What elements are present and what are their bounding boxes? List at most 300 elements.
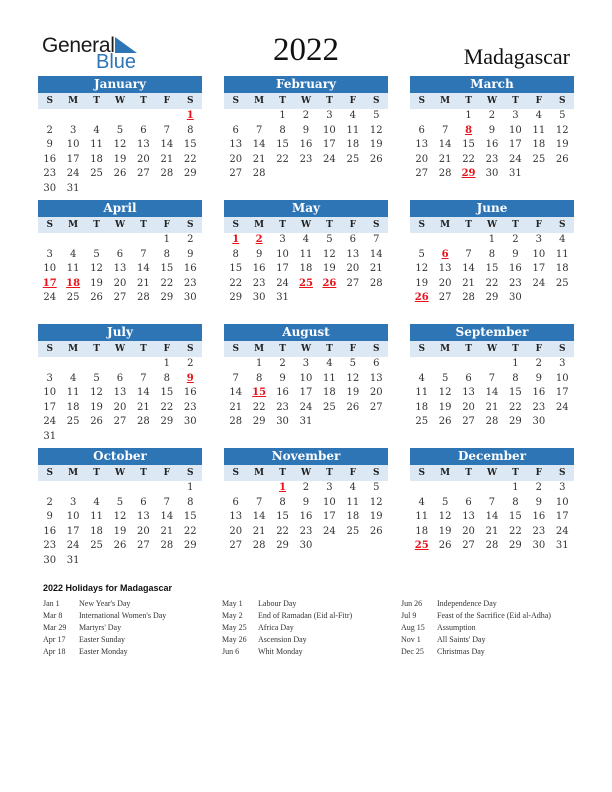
day-cell: 20 [229, 153, 243, 165]
day-cell: 16 [485, 139, 499, 150]
day-cell: 30 [183, 292, 197, 303]
day-cell: 8 [187, 124, 194, 136]
day-cell: 16 [276, 387, 289, 398]
day-cell: 6 [465, 496, 472, 508]
day-cell: 5 [373, 482, 380, 493]
day-cell: 19 [113, 525, 127, 537]
day-cell: 7 [465, 248, 472, 260]
day-cell: 27 [113, 292, 127, 303]
day-cell: 14 [229, 387, 243, 398]
holiday-name: International Women's Day [79, 611, 167, 620]
holiday-item [401, 610, 575, 622]
day-cell: 21 [160, 525, 174, 537]
day-cell: 11 [532, 124, 546, 136]
holiday-item [43, 610, 217, 622]
holiday-item [222, 634, 396, 646]
day-cell: 31 [555, 540, 569, 551]
day-cell: 27 [462, 416, 475, 427]
holiday-name: End of Ramadan (Eid al-Fitr) [258, 611, 353, 620]
day-cell: 14 [160, 511, 174, 522]
weekday-label: F [349, 468, 357, 478]
day-cell: 11 [323, 372, 336, 384]
holiday-date: May 26 [222, 635, 247, 644]
holidays-title: 2022 Holidays for Madagascar [43, 583, 173, 593]
empty-cell [247, 109, 270, 124]
day-cell: 23 [485, 153, 499, 165]
day-cell: 8 [187, 496, 194, 508]
weekday-label: T [140, 96, 147, 106]
day-cell: 24 [66, 168, 80, 179]
day-cell: 17 [276, 263, 289, 274]
holiday-day-cell: 26 [322, 277, 337, 289]
day-cell: 13 [346, 248, 360, 260]
day-cell: 1 [163, 234, 171, 245]
day-cell: 11 [90, 139, 103, 150]
day-cell: 27 [229, 168, 243, 179]
month-title: November [224, 448, 388, 465]
month-title: May [224, 200, 388, 217]
month-january [38, 76, 202, 196]
day-cell: 27 [462, 540, 475, 551]
weekday-label: T [512, 220, 519, 230]
day-cell: 14 [462, 263, 475, 274]
day-cell: 29 [509, 416, 522, 427]
day-cell: 7 [163, 124, 171, 136]
day-cell: 27 [229, 540, 243, 551]
day-cell: 6 [232, 124, 239, 136]
weekday-label: M [68, 468, 79, 478]
day-cell: 3 [512, 110, 519, 121]
day-cell: 19 [555, 139, 569, 150]
day-cell: 26 [346, 401, 360, 413]
day-cell: 16 [43, 153, 57, 165]
day-cell: 1 [187, 482, 194, 493]
day-cell: 11 [346, 124, 360, 136]
day-cell: 27 [438, 292, 452, 303]
day-cell: 10 [43, 387, 57, 398]
day-cell: 10 [323, 124, 336, 136]
holiday-date: Apr 17 [43, 635, 66, 644]
month-title: October [38, 448, 202, 465]
holiday-day-cell: 17 [42, 277, 57, 289]
holiday-item [43, 598, 217, 610]
day-cell: 22 [462, 153, 475, 165]
weekday-label: W [486, 468, 498, 478]
day-cell: 4 [69, 248, 77, 260]
weekday-label: M [440, 96, 451, 106]
day-cell: 12 [346, 372, 360, 384]
day-cell: 7 [255, 124, 263, 136]
weekday-label: S [232, 220, 239, 230]
empty-cell [247, 481, 270, 496]
weekday-label: T [326, 96, 333, 106]
day-cell: 25 [90, 540, 103, 551]
day-cell: 16 [532, 387, 546, 398]
weekday-header [410, 217, 574, 233]
day-cell: 4 [326, 358, 333, 369]
day-cell: 12 [113, 139, 127, 150]
day-cell: 26 [90, 416, 103, 427]
month-december [410, 448, 574, 554]
day-cell: 6 [116, 248, 124, 260]
holiday-name: Ascension Day [258, 635, 307, 644]
day-cell: 30 [183, 416, 197, 427]
day-cell: 12 [90, 387, 103, 398]
weekday-label: S [187, 96, 194, 106]
month-september [410, 324, 574, 430]
day-cell: 7 [140, 372, 147, 384]
empty-cell [132, 233, 155, 248]
day-cell: 12 [438, 387, 452, 398]
weekday-label: S [232, 344, 239, 354]
weekday-label: S [46, 468, 53, 478]
holiday-item [401, 622, 575, 634]
day-cell: 28 [485, 416, 499, 427]
day-cell: 28 [438, 168, 452, 179]
day-cell: 15 [462, 139, 475, 150]
weekday-label: T [279, 220, 286, 230]
day-cell: 27 [113, 416, 127, 427]
day-cell: 5 [349, 358, 357, 369]
day-cell: 30 [485, 168, 499, 179]
day-cell: 24 [323, 525, 336, 537]
weekday-label: W [486, 220, 498, 230]
day-cell: 6 [116, 372, 124, 384]
day-cell: 28 [369, 277, 383, 289]
weekday-label: F [163, 468, 171, 478]
day-cell: 29 [160, 292, 174, 303]
day-cell: 23 [43, 168, 57, 179]
day-cell: 11 [415, 387, 429, 398]
weekday-label: F [349, 220, 357, 230]
weekday-label: S [373, 468, 380, 478]
day-cell: 30 [43, 182, 57, 194]
day-grid [410, 357, 574, 430]
weekday-header [224, 217, 388, 233]
month-title: June [410, 200, 574, 217]
day-cell: 12 [113, 511, 127, 522]
day-cell: 24 [66, 540, 80, 551]
holiday-day-cell: 2 [255, 234, 263, 245]
empty-cell [433, 357, 456, 372]
holiday-day-cell: 25 [299, 277, 313, 289]
day-cell: 9 [535, 372, 543, 384]
weekday-label: F [163, 96, 171, 106]
day-cell: 26 [438, 540, 452, 551]
day-cell: 18 [346, 511, 360, 522]
day-cell: 19 [438, 401, 452, 413]
empty-cell [38, 481, 61, 496]
day-cell: 14 [252, 511, 266, 522]
weekday-label: T [465, 96, 472, 106]
empty-cell [38, 109, 61, 124]
weekday-label: S [187, 344, 194, 354]
day-cell: 5 [326, 234, 333, 245]
day-cell: 20 [462, 525, 475, 537]
day-grid [38, 481, 202, 568]
day-cell: 11 [66, 387, 80, 398]
holiday-date: Aug 15 [401, 623, 425, 632]
empty-cell [38, 357, 61, 372]
day-cell: 15 [160, 387, 174, 398]
day-cell: 14 [160, 139, 174, 150]
day-cell: 2 [302, 110, 310, 121]
day-cell: 12 [369, 496, 383, 508]
weekday-label: F [163, 344, 171, 354]
day-cell: 27 [346, 277, 360, 289]
day-cell: 15 [229, 263, 243, 274]
day-cell: 3 [46, 248, 53, 260]
day-cell: 29 [252, 416, 266, 427]
day-cell: 29 [183, 168, 197, 179]
holiday-item [401, 598, 575, 610]
day-cell: 2 [46, 496, 53, 508]
weekday-header [38, 341, 202, 357]
weekday-label: W [114, 468, 126, 478]
month-february [224, 76, 388, 182]
day-cell: 29 [229, 292, 243, 303]
weekday-label: T [93, 220, 100, 230]
day-cell: 24 [43, 292, 57, 303]
day-cell: 18 [90, 525, 103, 537]
holiday-name: Easter Sunday [79, 635, 125, 644]
day-cell: 15 [276, 511, 289, 522]
holiday-item [401, 634, 575, 646]
day-cell: 4 [418, 496, 425, 508]
day-grid [410, 109, 574, 182]
day-grid [410, 233, 574, 306]
day-cell: 25 [555, 277, 569, 289]
day-cell: 18 [555, 263, 569, 274]
day-cell: 7 [441, 124, 449, 136]
weekday-label: T [140, 344, 147, 354]
day-cell: 20 [229, 525, 243, 537]
weekday-label: S [46, 344, 53, 354]
day-cell: 23 [43, 540, 57, 551]
empty-cell [410, 481, 433, 496]
day-cell: 25 [66, 292, 80, 303]
holiday-day-cell: 1 [186, 110, 194, 121]
weekday-label: W [486, 344, 498, 354]
weekday-label: S [418, 344, 425, 354]
empty-cell [433, 481, 456, 496]
holiday-date: Nov 1 [401, 635, 421, 644]
day-cell: 22 [160, 277, 174, 289]
empty-cell [155, 109, 178, 124]
day-cell: 26 [369, 153, 383, 165]
day-cell: 3 [559, 358, 566, 369]
holiday-name: Feast of the Sacrifice (Eid al-Adha) [437, 611, 551, 620]
day-cell: 10 [299, 372, 313, 384]
day-cell: 6 [465, 372, 472, 384]
day-cell: 16 [43, 525, 57, 537]
holidays-column [43, 598, 217, 658]
day-grid [224, 233, 388, 306]
holiday-date: May 25 [222, 623, 247, 632]
weekday-label: W [300, 220, 312, 230]
day-cell: 20 [415, 153, 429, 165]
day-cell: 30 [276, 416, 289, 427]
day-cell: 9 [512, 248, 519, 260]
weekday-label: M [254, 468, 265, 478]
empty-cell [457, 233, 480, 248]
holiday-day-cell: 15 [252, 387, 267, 398]
empty-cell [61, 357, 84, 372]
day-cell: 23 [532, 401, 546, 413]
weekday-label: S [559, 344, 566, 354]
day-cell: 24 [532, 277, 546, 289]
month-title: August [224, 324, 388, 341]
month-may [224, 200, 388, 306]
holiday-item [401, 646, 575, 658]
day-cell: 9 [302, 496, 310, 508]
day-cell: 5 [373, 110, 380, 121]
day-cell: 23 [299, 525, 313, 537]
day-cell: 21 [252, 525, 266, 537]
day-cell: 2 [187, 234, 194, 245]
empty-cell [108, 233, 131, 248]
day-grid [38, 109, 202, 196]
day-cell: 27 [415, 168, 429, 179]
day-cell: 24 [555, 401, 569, 413]
weekday-label: M [440, 468, 451, 478]
holiday-day-cell: 1 [279, 482, 287, 493]
weekday-label: T [326, 344, 333, 354]
day-cell: 2 [512, 234, 519, 245]
weekday-header [38, 93, 202, 109]
holiday-day-cell: 6 [441, 248, 449, 260]
day-cell: 13 [113, 263, 127, 274]
day-cell: 2 [187, 358, 194, 369]
empty-cell [480, 357, 503, 372]
day-cell: 4 [93, 496, 100, 508]
month-july [38, 324, 202, 444]
day-cell: 6 [140, 124, 147, 136]
day-cell: 8 [279, 496, 286, 508]
empty-cell [108, 481, 131, 496]
day-cell: 17 [509, 139, 522, 150]
holiday-item [222, 610, 396, 622]
day-cell: 23 [183, 401, 197, 413]
day-cell: 8 [232, 248, 239, 260]
day-cell: 25 [346, 153, 360, 165]
day-cell: 7 [232, 372, 239, 384]
day-cell: 6 [373, 358, 380, 369]
weekday-label: S [418, 96, 425, 106]
day-cell: 25 [346, 525, 360, 537]
day-cell: 27 [369, 401, 383, 413]
day-cell: 4 [93, 124, 100, 136]
empty-cell [132, 109, 155, 124]
day-cell: 4 [69, 372, 77, 384]
day-cell: 17 [66, 525, 80, 537]
empty-cell [108, 357, 131, 372]
day-cell: 8 [163, 248, 171, 260]
weekday-label: F [535, 468, 543, 478]
day-cell: 18 [415, 401, 429, 413]
empty-cell [410, 233, 433, 248]
weekday-label: S [373, 344, 380, 354]
weekday-header [224, 93, 388, 109]
day-cell: 2 [302, 482, 310, 493]
holidays-column [222, 598, 396, 658]
holiday-date: Dec 25 [401, 647, 424, 656]
empty-cell [61, 109, 84, 124]
day-cell: 8 [512, 372, 519, 384]
day-cell: 26 [90, 292, 103, 303]
day-cell: 8 [255, 372, 263, 384]
day-cell: 9 [279, 372, 286, 384]
day-grid [38, 357, 202, 444]
empty-cell [224, 481, 247, 496]
empty-cell [132, 481, 155, 496]
day-cell: 26 [113, 168, 127, 179]
weekday-label: M [254, 220, 265, 230]
holiday-name: Martyrs' Day [79, 623, 122, 632]
day-cell: 1 [163, 358, 171, 369]
day-cell: 19 [113, 153, 127, 165]
weekday-label: W [114, 96, 126, 106]
day-cell: 30 [509, 292, 522, 303]
day-cell: 9 [46, 139, 53, 150]
day-cell: 19 [369, 139, 383, 150]
day-cell: 31 [66, 182, 80, 194]
day-cell: 24 [509, 153, 522, 165]
holiday-day-cell: 26 [414, 292, 429, 303]
day-cell: 22 [160, 401, 174, 413]
day-cell: 19 [90, 401, 103, 413]
day-cell: 12 [415, 263, 429, 274]
day-cell: 7 [140, 248, 147, 260]
day-cell: 2 [535, 482, 543, 493]
logo-blue-text: Blue [96, 51, 137, 73]
day-cell: 23 [276, 401, 289, 413]
day-cell: 20 [369, 387, 383, 398]
day-cell: 26 [438, 416, 452, 427]
day-cell: 17 [323, 139, 336, 150]
holiday-name: Whit Monday [258, 647, 303, 656]
weekday-header [410, 93, 574, 109]
day-cell: 13 [415, 139, 429, 150]
empty-cell [132, 357, 155, 372]
month-march [410, 76, 574, 182]
empty-cell [85, 481, 108, 496]
day-cell: 4 [349, 110, 357, 121]
weekday-label: W [300, 468, 312, 478]
day-cell: 9 [535, 496, 543, 508]
day-cell: 5 [559, 110, 566, 121]
holiday-date: Jun 6 [222, 647, 240, 656]
day-cell: 18 [66, 401, 80, 413]
holiday-day-cell: 8 [465, 124, 473, 136]
empty-cell [224, 357, 247, 372]
holiday-name: Labour Day [258, 599, 297, 608]
holiday-name: New Year's Day [79, 599, 131, 608]
day-cell: 16 [299, 511, 313, 522]
weekday-label: M [254, 96, 265, 106]
weekday-label: S [559, 468, 566, 478]
day-cell: 9 [46, 511, 53, 522]
day-cell: 11 [555, 248, 569, 260]
day-cell: 4 [302, 234, 310, 245]
day-cell: 18 [415, 525, 429, 537]
day-cell: 8 [512, 496, 519, 508]
day-cell: 31 [43, 430, 57, 442]
weekday-label: F [535, 220, 543, 230]
day-cell: 29 [183, 540, 197, 551]
holidays-column [401, 598, 575, 658]
weekday-label: S [187, 220, 194, 230]
